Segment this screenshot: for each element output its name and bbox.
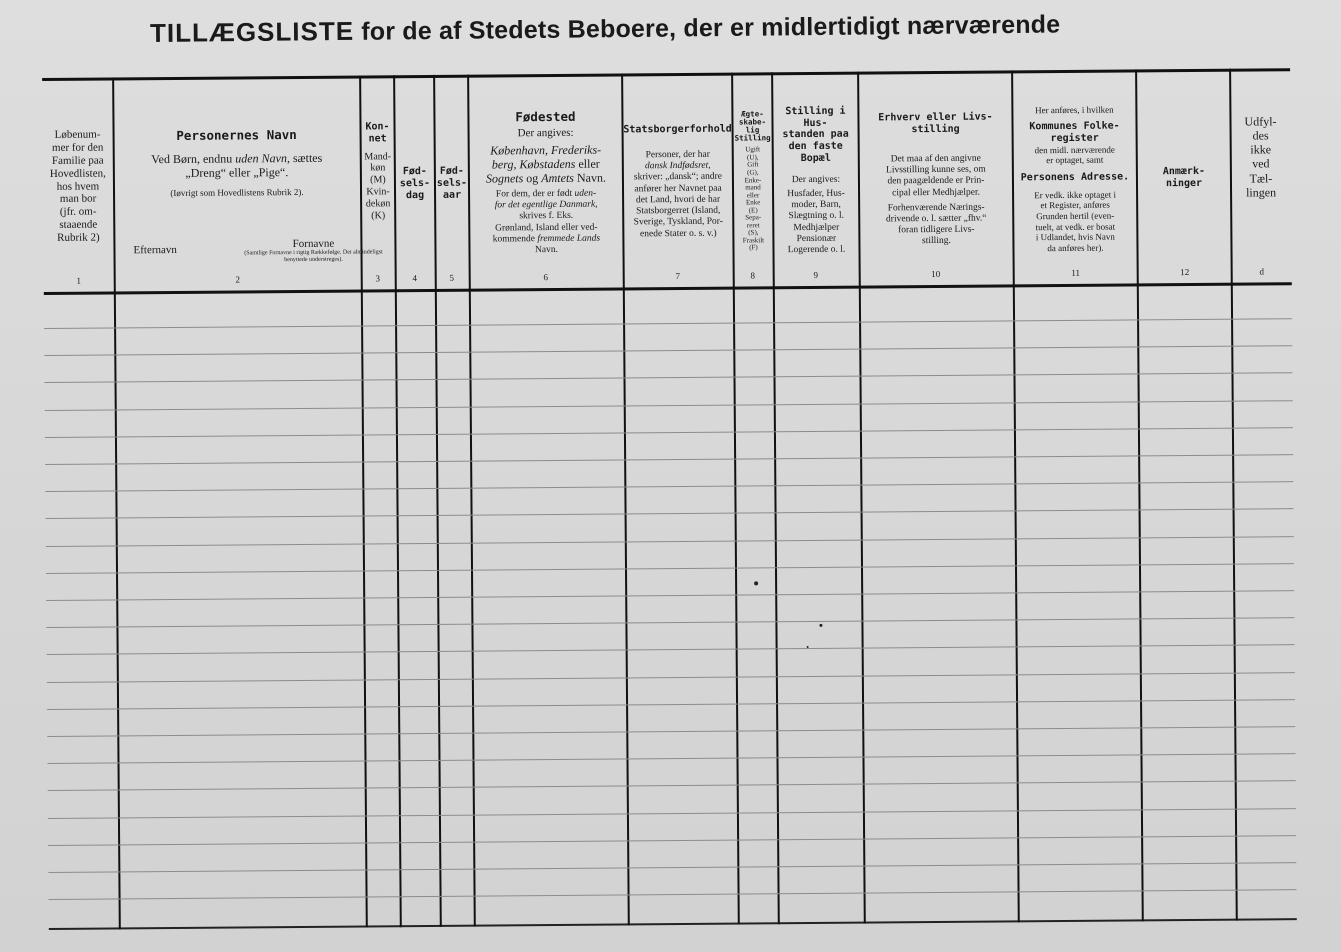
entry-row-line — [44, 345, 1292, 356]
col6-text: Navn. — [534, 244, 559, 256]
col-number: 12 — [1180, 266, 1190, 278]
col6-text: Grønland, Island eller ved- — [495, 222, 598, 234]
col-number: 8 — [750, 270, 755, 281]
col1-header — [42, 83, 114, 290]
entry-row-line — [45, 481, 1293, 492]
col8-line: (U), — [747, 153, 759, 162]
col6-text: Navn. — [576, 170, 606, 185]
col8-heading: Ægte- skabe- lig Stilling — [734, 109, 771, 143]
col1-line: man bor — [59, 193, 97, 206]
ink-speck — [754, 581, 758, 585]
col7-line: Personer, der har — [645, 149, 710, 161]
col-number: 10 — [931, 268, 941, 280]
form-title — [150, 7, 1190, 49]
col8-header — [733, 78, 773, 284]
col6-text: skrives f. Eks. — [519, 211, 574, 222]
col8-line: Ugift — [745, 145, 761, 154]
col2-sub-left: Efternavn — [133, 243, 177, 257]
col9-sub: Der angives: — [791, 174, 841, 185]
col1-line: Hovedlisten, — [49, 167, 106, 180]
entry-row-line — [46, 563, 1294, 574]
entry-row-line — [47, 699, 1295, 710]
col10-line: drivende o. l. sætter „fhv.“ — [886, 213, 987, 225]
col1-line: staaende — [59, 218, 98, 232]
entry-row-line — [46, 617, 1294, 628]
col7-line: enede Stater o. s. v.) — [639, 228, 717, 239]
col6-italic: fremmede Lands — [537, 233, 601, 244]
col2-text: sættes — [292, 150, 323, 165]
entry-row-line — [49, 889, 1297, 900]
col1-line: (jfr. om- — [59, 206, 97, 219]
col11-line: et Register, anføres — [1040, 200, 1110, 211]
col10-heading: Erhverv eller Livs- stilling — [878, 111, 993, 136]
col3-line: (M) — [370, 174, 386, 186]
entry-row-line — [47, 644, 1295, 655]
col1-line: Familie paa — [51, 154, 104, 167]
col9-line: Pensionær — [796, 233, 837, 244]
col8-line: (F) — [749, 243, 758, 252]
col10-line: Det maa af den angivne — [890, 153, 981, 165]
col-d-line: Udfyl- — [1244, 114, 1277, 129]
col11-heading: Kommunes Folke- register — [1029, 120, 1120, 145]
col10-line: stilling. — [922, 236, 951, 247]
col6-italic: berg, Købstadens — [491, 156, 576, 172]
col12-header — [1137, 75, 1231, 282]
col11-line: er optaget, samt — [1046, 155, 1104, 166]
col9-line: moder, Barn, — [791, 199, 841, 211]
col-d-line: lingen — [1246, 185, 1277, 200]
col11-line: Grunden hertil (even- — [1036, 210, 1115, 222]
col-d-line: des — [1252, 128, 1269, 143]
col6-italic: for det egentlige Danmark, — [494, 199, 598, 211]
col10-line: Livsstilling kunne ses, om — [885, 164, 986, 176]
entry-row-line — [46, 536, 1294, 547]
col7-heading: Statsborgerforhold — [623, 123, 732, 136]
col7-line: dansk Indfødsret, — [644, 161, 711, 172]
col9-header — [773, 78, 859, 285]
col5-heading: Fød- sels- aar — [436, 165, 468, 201]
col9-line: Medhjælper — [793, 222, 840, 233]
entry-row-line — [47, 726, 1295, 737]
col10-line: den paagældende er Prin- — [887, 175, 985, 187]
col2-text-italic: uden Navn, — [235, 150, 290, 166]
col10-line: foran tidligere Livs- — [898, 224, 975, 236]
entry-row-line — [47, 672, 1295, 683]
col7-line: Sverige, Tyskland, Por- — [633, 216, 723, 228]
entry-row-line — [48, 835, 1296, 846]
col9-line: Slægtning o. l. — [788, 211, 844, 222]
col11-line: da anføres her). — [1047, 242, 1104, 253]
col6-text: eller — [578, 156, 600, 171]
col8-line: Gift — [747, 160, 759, 169]
col11-pre: Her anføres, i hvilken — [1035, 104, 1114, 115]
col3-header — [361, 81, 395, 291]
col8-line: eller — [746, 191, 760, 200]
col3-line: dekøn — [365, 198, 391, 210]
col7-line: Statsborgerret (Island, — [636, 205, 721, 217]
col1-line: Løbenum- — [54, 128, 101, 141]
entry-row-line — [45, 372, 1293, 383]
col-number: 9 — [813, 269, 818, 280]
col1-line: hos hvem — [56, 180, 100, 193]
entry-row-line — [44, 318, 1292, 329]
entry-row-line — [48, 780, 1296, 791]
col-number: 6 — [543, 272, 548, 283]
col3-line: køn — [370, 162, 386, 174]
col6-italic: København, Frederiks- — [490, 142, 602, 157]
col-d-line: Tæl- — [1249, 170, 1273, 186]
col11-header — [1013, 75, 1137, 282]
col9-line: Husfader, Hus- — [787, 188, 845, 200]
col9-heading: Stilling i Hus- standen paa den faste Bopæl — [782, 105, 849, 165]
col-number: 1 — [76, 275, 82, 286]
col-d-line: ikke — [1250, 142, 1272, 157]
col6-text: kommende — [492, 233, 536, 245]
col10-line: cipal eller Medhjælper. — [892, 187, 981, 198]
col3-line: Mand- — [364, 150, 392, 163]
col11-line: Er vedk. ikke optaget i — [1034, 189, 1116, 200]
entry-row-line — [45, 454, 1293, 465]
col7-header — [623, 79, 733, 286]
col4-heading: Fød- sels- dag — [399, 166, 431, 202]
col12-heading: Anmærk- ninger — [1162, 166, 1206, 190]
col10-header — [859, 76, 1013, 283]
col6-italic: uden- — [574, 188, 597, 199]
col6-header — [469, 79, 623, 286]
col-number: 4 — [412, 273, 417, 284]
col-d-header — [1231, 74, 1291, 277]
col-d-line: ved — [1252, 156, 1270, 171]
col6-sub: Der angives: — [517, 126, 574, 139]
col-number: 3 — [375, 273, 380, 284]
bottom-rule — [49, 918, 1297, 930]
col6-text: og — [526, 170, 539, 186]
ink-speck — [819, 624, 822, 627]
col2-note: (Iøvrigt som Hovedlistens Rubrik 2). — [170, 187, 304, 199]
col-number: 2 — [235, 274, 241, 285]
col-number: 7 — [675, 270, 680, 282]
col2-sub-right-note: (Samtlige Fornavne i rigtig Rækkefølge. Det almindeligst benyttede understreges). — [244, 249, 383, 263]
col-number: 11 — [1071, 267, 1081, 278]
title-rest: for de af Stedets Beboere, der er midlertidigt nærværende — [361, 10, 1061, 46]
col8-line: Enke — [745, 198, 761, 207]
col8-line: (S), — [748, 228, 759, 237]
entry-row-line — [45, 427, 1293, 438]
col1-line: Rubrik 2) — [57, 231, 100, 245]
col8-line: reret — [746, 221, 760, 230]
col11-line: den midl. nærværende — [1034, 144, 1115, 155]
col6-italic: Sognets — [485, 171, 524, 186]
col3-line: Kvin- — [366, 186, 390, 198]
col2-text: „Dreng“ eller „Pige“. — [185, 164, 289, 180]
col11-line: i Udlandet, hvis Navn — [1035, 231, 1115, 243]
entry-row-line — [46, 508, 1294, 519]
col5-header — [435, 81, 469, 287]
col-number: d — [1259, 266, 1264, 277]
col6-heading: Fødested — [515, 108, 576, 125]
col2-heading: Personernes Navn — [176, 127, 297, 143]
entry-row-line — [48, 808, 1296, 819]
col-number: 5 — [449, 272, 454, 283]
col11-heading2: Personens Adresse. — [1020, 171, 1130, 184]
col3-line: (K) — [371, 209, 386, 221]
title-caps: TILLÆGSLISTE — [149, 15, 355, 48]
entry-row-line — [48, 862, 1296, 873]
col6-italic: Amtets — [541, 170, 574, 185]
col3-heading: Kon- net — [365, 121, 390, 145]
col7-line: anfører her Navnet paa — [634, 183, 722, 195]
col9-line: Logerende o. l. — [787, 244, 846, 256]
form-table — [42, 52, 1299, 942]
entry-row-line — [45, 400, 1293, 411]
col8-line: Sepa- — [745, 213, 762, 222]
col1-line: mer for den — [51, 141, 104, 154]
col8-line: mand — [745, 183, 761, 192]
col8-line: Enke- — [744, 175, 762, 185]
col7-line: skriver: „dansk“; andre — [633, 172, 723, 183]
col4-header — [395, 81, 435, 287]
col8-line: (G), — [747, 168, 759, 177]
col7-line: det Land, hvori de har — [635, 194, 721, 206]
col6-text: For dem, der er født — [495, 188, 573, 200]
col2-text: Ved Børn, endnu — [151, 151, 233, 166]
col2-sub-right-label: Fornavne — [292, 237, 335, 251]
col8-line: (E) — [748, 206, 758, 215]
col10-line: Forhenværende Nærings- — [887, 202, 985, 214]
entry-row-line — [46, 590, 1294, 601]
col8-line: Fraskilt — [742, 236, 765, 245]
entry-row-line — [48, 753, 1296, 764]
col11-line: tuelt, at vedk. er bosat — [1035, 221, 1116, 232]
